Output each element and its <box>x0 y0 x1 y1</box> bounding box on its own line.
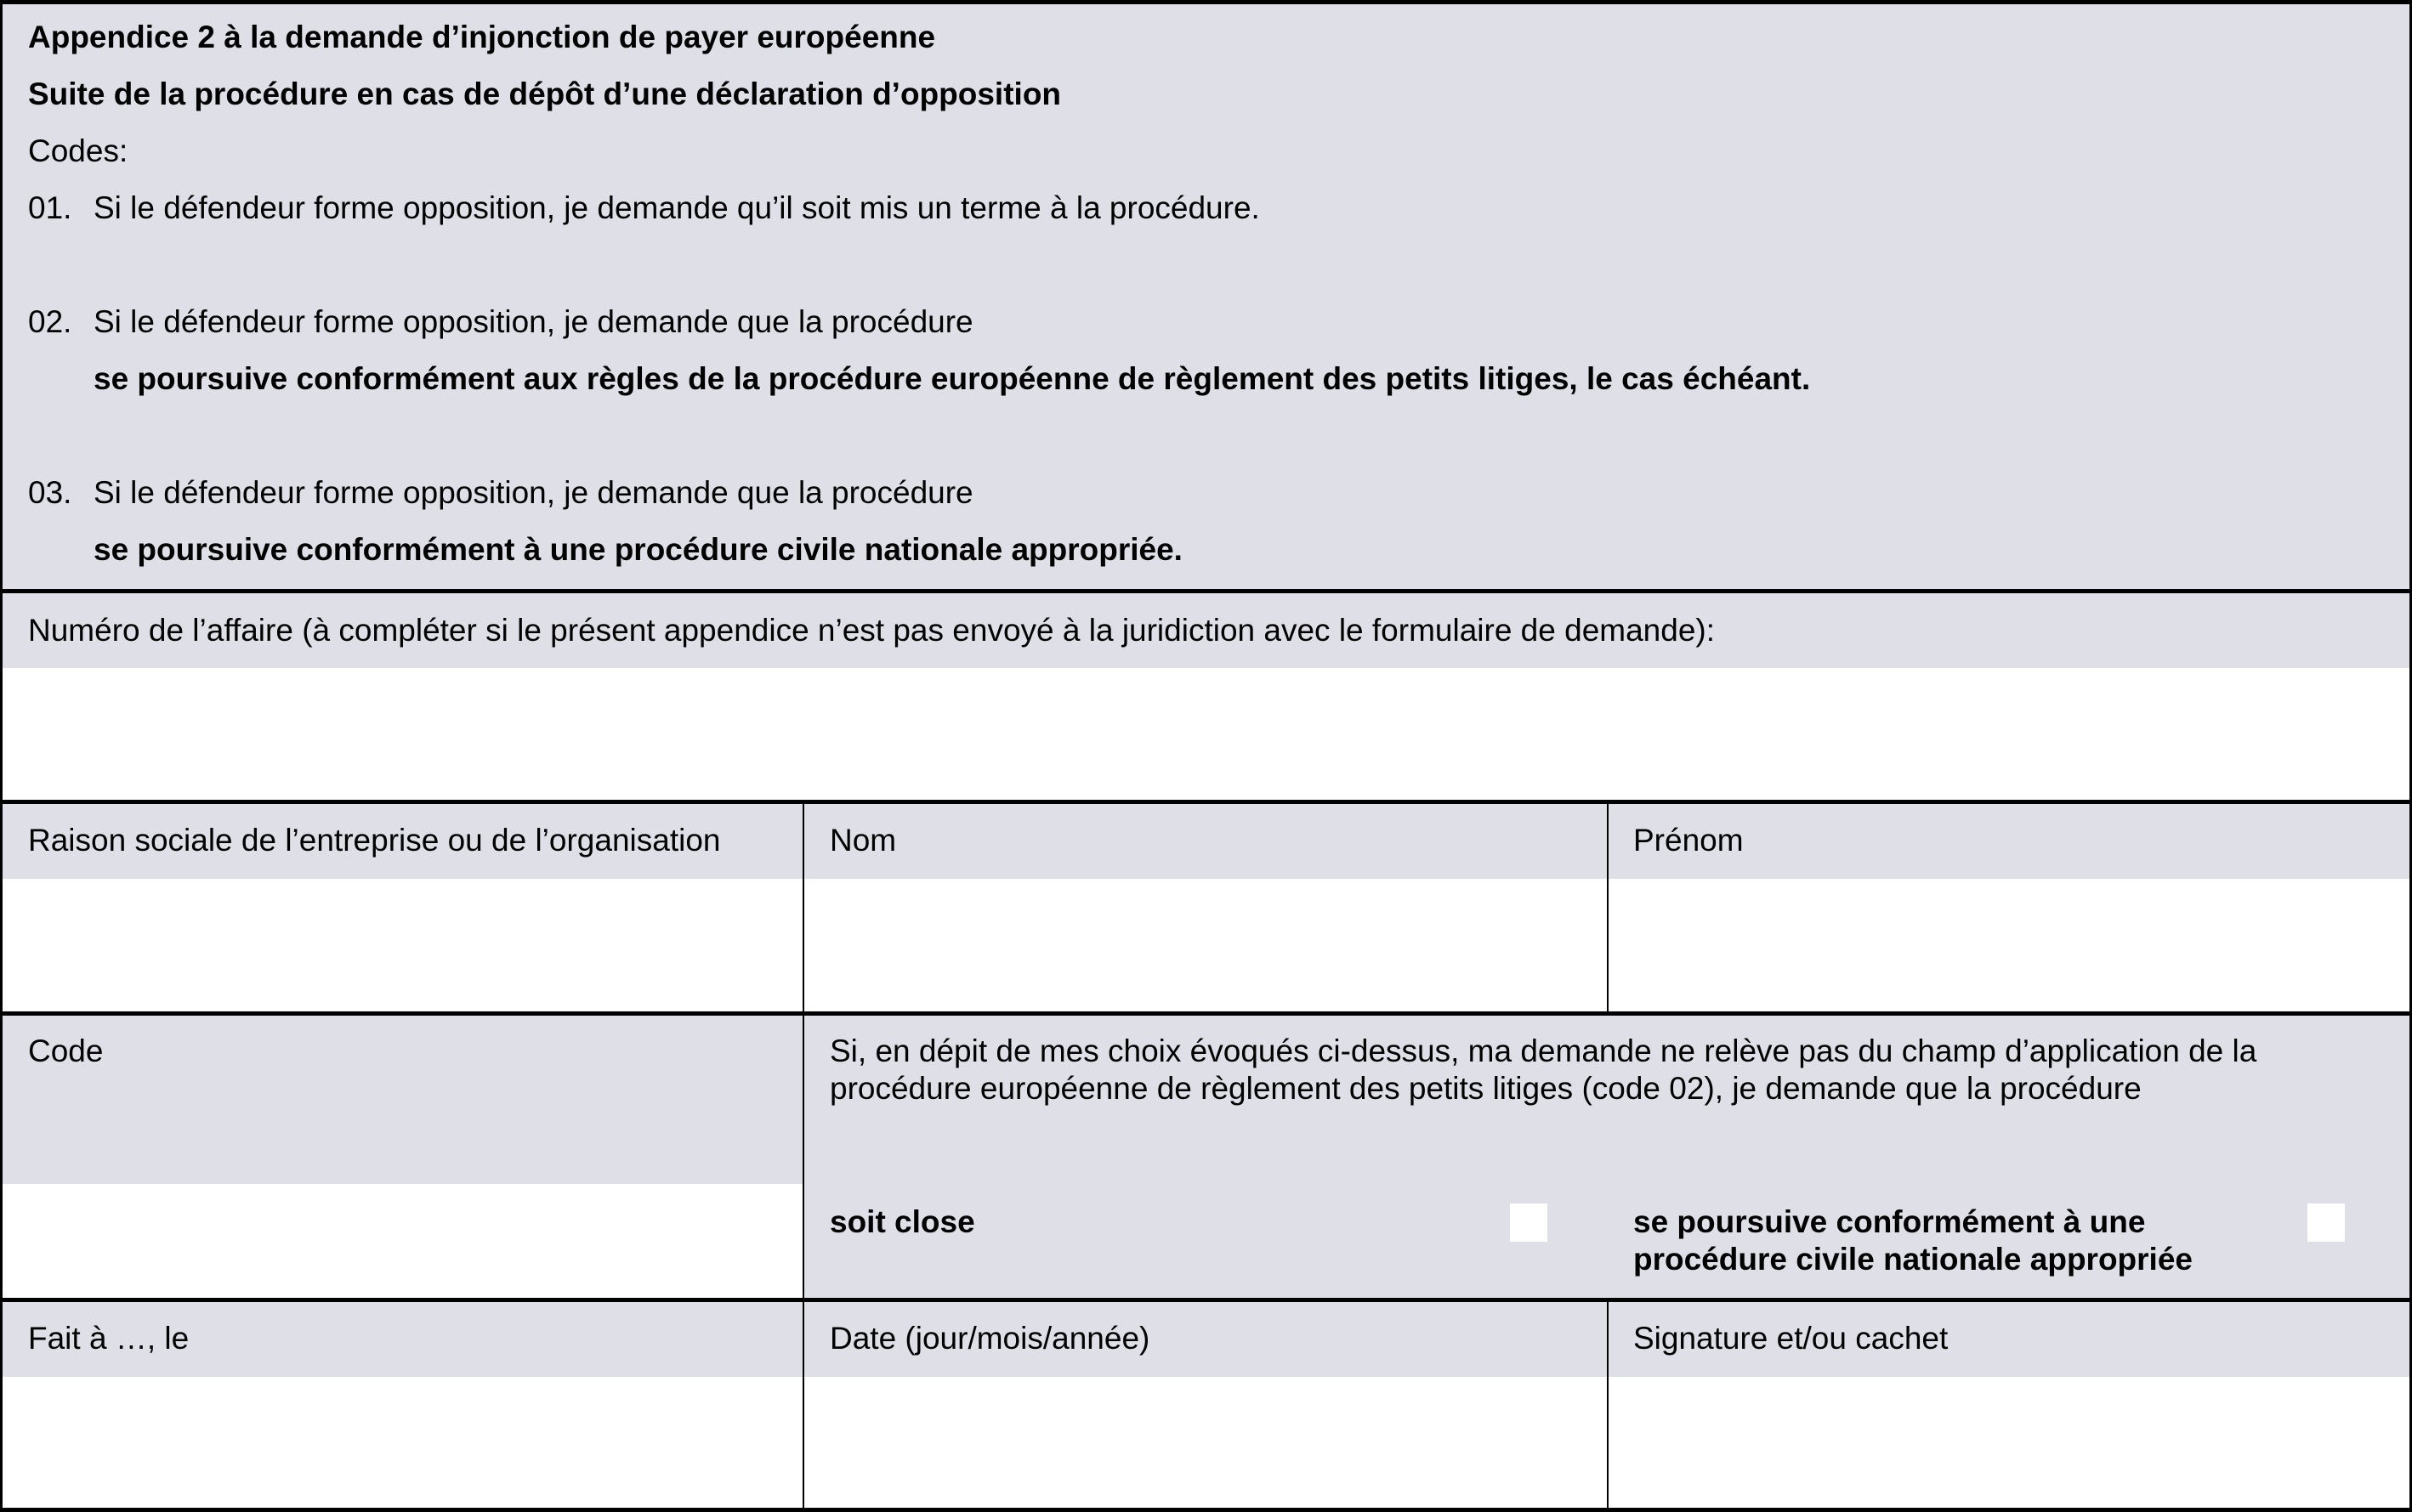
column-divider-2-identity <box>1607 801 1609 1013</box>
code-detail-02: se poursuive conformément aux règles de la procédure européenne de règlement des petits litiges, le cas échéant. <box>94 361 1811 396</box>
company-field[interactable] <box>0 879 803 1013</box>
column-divider-1 <box>803 801 804 1512</box>
code-number-03: 03. <box>28 475 72 510</box>
code-detail-03: se poursuive conformément à une procédure civile nationale appropriée. <box>94 532 1183 567</box>
name-label-cell <box>803 801 1608 879</box>
codes-label: Codes: <box>28 133 128 168</box>
place-field[interactable] <box>0 1377 803 1512</box>
code-text-01: Si le défendeur forme opposition, je demande qu’il soit mis un terme à la procédure. <box>94 190 1260 225</box>
code-number-01: 01. <box>28 190 72 225</box>
form-title: Appendice 2 à la demande d’injonction de payer européenne <box>28 20 936 54</box>
code-text-03: Si le défendeur forme opposition, je demande que la procédure <box>94 475 973 510</box>
name-label: Nom <box>830 823 897 858</box>
border-bottom <box>0 1508 2412 1512</box>
divider-codes-case <box>0 589 2412 593</box>
divider-identity-code <box>0 1011 2412 1016</box>
code-label-cell <box>0 1013 803 1184</box>
first-name-label: Prénom <box>1633 823 1744 858</box>
form-subtitle: Suite de la procédure en cas de dépôt d’une déclaration d’opposition <box>28 76 1062 111</box>
code-label: Code <box>28 1033 104 1068</box>
border-top <box>0 0 2412 4</box>
option-close-label: soit close <box>830 1204 975 1239</box>
code-number-02: 02. <box>28 304 72 339</box>
fallback-text: Si, en dépit de mes choix évoqués ci-dessus, ma demande ne relève pas du champ d’application de la procédure européenne de règlement des petits litiges (code 02), je demande que la procédure <box>830 1033 2257 1106</box>
company-label: Raison sociale de l’entreprise ou de l’organisation <box>28 823 721 858</box>
date-field[interactable] <box>806 1377 1608 1512</box>
divider-case-identity <box>0 800 2412 804</box>
option-national-checkbox[interactable] <box>2307 1203 2345 1242</box>
option-national-label: se poursuive conformément à une procédure civile nationale appropriée <box>1633 1204 2193 1277</box>
code-text-02: Si le défendeur forme opposition, je demande que la procédure <box>94 304 973 339</box>
signature-field[interactable] <box>1610 1377 2412 1512</box>
code-field[interactable] <box>0 1184 803 1300</box>
case-number-field[interactable] <box>0 668 2412 801</box>
divider-code-signature <box>0 1298 2412 1302</box>
first-name-field[interactable] <box>1610 879 2412 1013</box>
date-label: Date (jour/mois/année) <box>830 1321 1150 1356</box>
place-label: Fait à …, le <box>28 1321 190 1356</box>
column-divider-2-signature <box>1607 1300 1609 1512</box>
border-left <box>0 0 3 1512</box>
signature-label: Signature et/ou cachet <box>1633 1321 1949 1356</box>
case-number-label: Numéro de l’affaire (à compléter si le présent appendice n’est pas envoyé à la juridiction avec le formulaire de demande): <box>28 613 1715 648</box>
name-field[interactable] <box>806 879 1608 1013</box>
option-close-checkbox[interactable] <box>1510 1203 1547 1242</box>
